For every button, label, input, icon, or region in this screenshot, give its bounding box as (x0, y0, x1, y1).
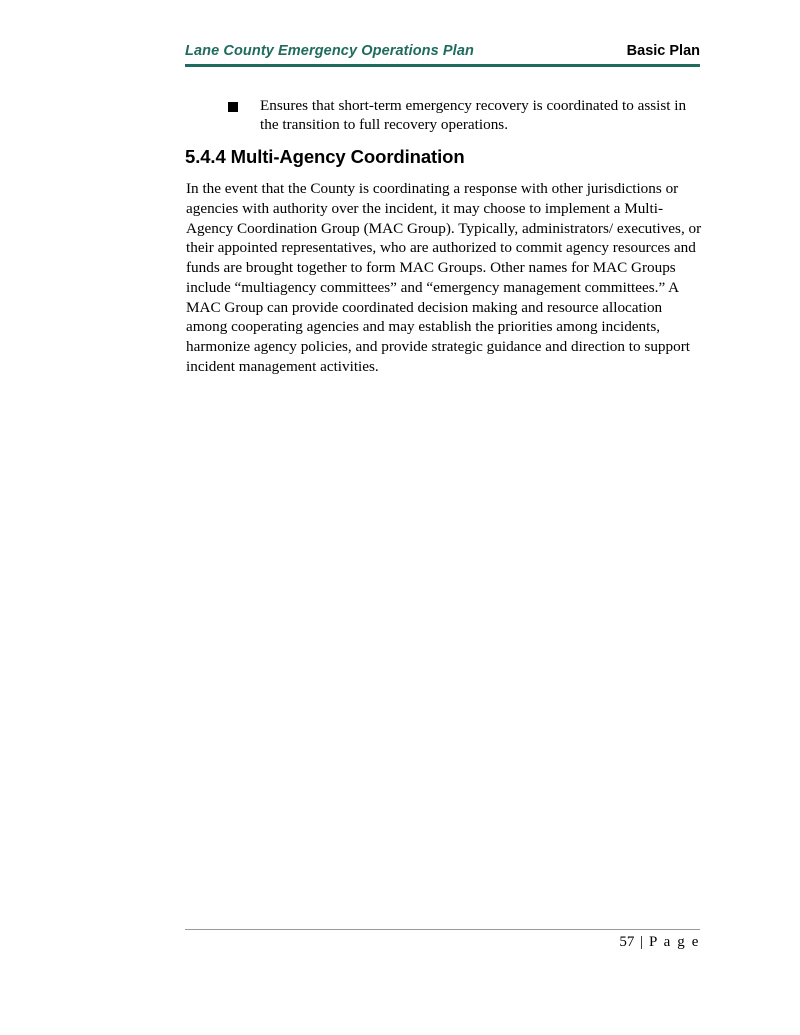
footer-page-number: 57 (619, 934, 635, 950)
list-item-text: Ensures that short-term emergency recovery is coordinated to assist in the transition to full recovery operations. (260, 97, 687, 134)
footer-page-word: P a g e (648, 934, 700, 950)
bullet-list (228, 96, 700, 135)
list-item (228, 96, 700, 135)
section-heading: 5.4.4 Multi-Agency Coordination (185, 146, 465, 167)
page-footer (185, 934, 700, 951)
page-header (185, 43, 700, 59)
section-paragraph: In the event that the County is coordinating a response with other jurisdictions or agencies with authority over the incident, it may choose to implement a Multi-Agency Coordination Group (MAC Group). Typically, administrators/ executives, or their appointed representatives, who are authorized to commit agency resources and funds are brought together to form MAC Groups. Other names for MAC Groups include “multiagency committees” and “emergency management committees.” A MAC Group can provide coordinated decision making and resource allocation among cooperating agencies and may establish the priorities among incidents, harmonize agency policies, and provide strategic guidance and direction to support incident management activities. (186, 180, 702, 375)
footer-divider (185, 929, 700, 930)
square-bullet-icon (228, 102, 238, 112)
header-document-title: Lane County Emergency Operations Plan (185, 43, 474, 59)
header-section-title: Basic Plan (626, 43, 700, 59)
header-divider (185, 64, 700, 67)
footer-separator: | (640, 934, 644, 950)
